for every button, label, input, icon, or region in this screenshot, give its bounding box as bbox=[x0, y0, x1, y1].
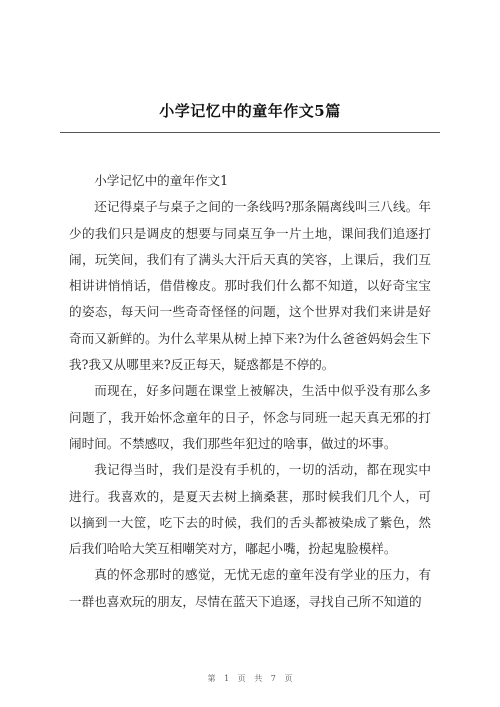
paragraph: 我记得当时，我们是没有手机的，一切的活动，都在现实中进行。我喜欢的，是夏天去树上摘桑葚，那时候我们几个人，可以摘到一大筐，吃下去的时候，我们的舌头都被染成了紫色，然后我们哈哈大笑互相嘲笑对方，嘟起小嘴，扮起鬼脸模样。 bbox=[69, 462, 431, 557]
paragraph: 还记得桌子与桌子之间的一条线吗?那条隔离线叫三八线。年少的我们只是调皮的想要与同桌互争一片土地，课间我们追逐打闹，玩笑间，我们有了满头大汗后天真的笑容，上课后，我们互相讲讲悄悄话，借借橡皮。那时我们什么都不知道，以好奇宝宝的姿态，每天问一些奇奇怪怪的问题，这个世界对我们来讲是好奇而又新鲜的。为什么苹果从树上掉下来?为什么爸爸妈妈会生下我?我又从哪里来?反正每天，疑惑都是不停的。 bbox=[69, 199, 431, 373]
page-number-footer: 第 1 页 共 7 页 bbox=[207, 674, 293, 683]
document-title: 小学记忆中的童年作文5篇 bbox=[159, 102, 341, 120]
title-divider bbox=[60, 132, 440, 133]
section-heading: 小学记忆中的童年作文1 bbox=[94, 173, 229, 188]
paragraph: 真的怀念那时的感觉，无忧无虑的童年没有学业的压力，有一群也喜欢玩的朋友，尽情在蓝天下追逐，寻找自己所不知道的 bbox=[69, 567, 431, 609]
paragraph: 而现在，好多问题在课堂上被解决，生活中似乎没有那么多问题了，我开始怀念童年的日子，怀念与同班一起天真无邪的打闹时间。不禁感叹，我们那些年犯过的啥事，做过的坏事。 bbox=[69, 383, 431, 451]
document-body bbox=[69, 168, 431, 615]
